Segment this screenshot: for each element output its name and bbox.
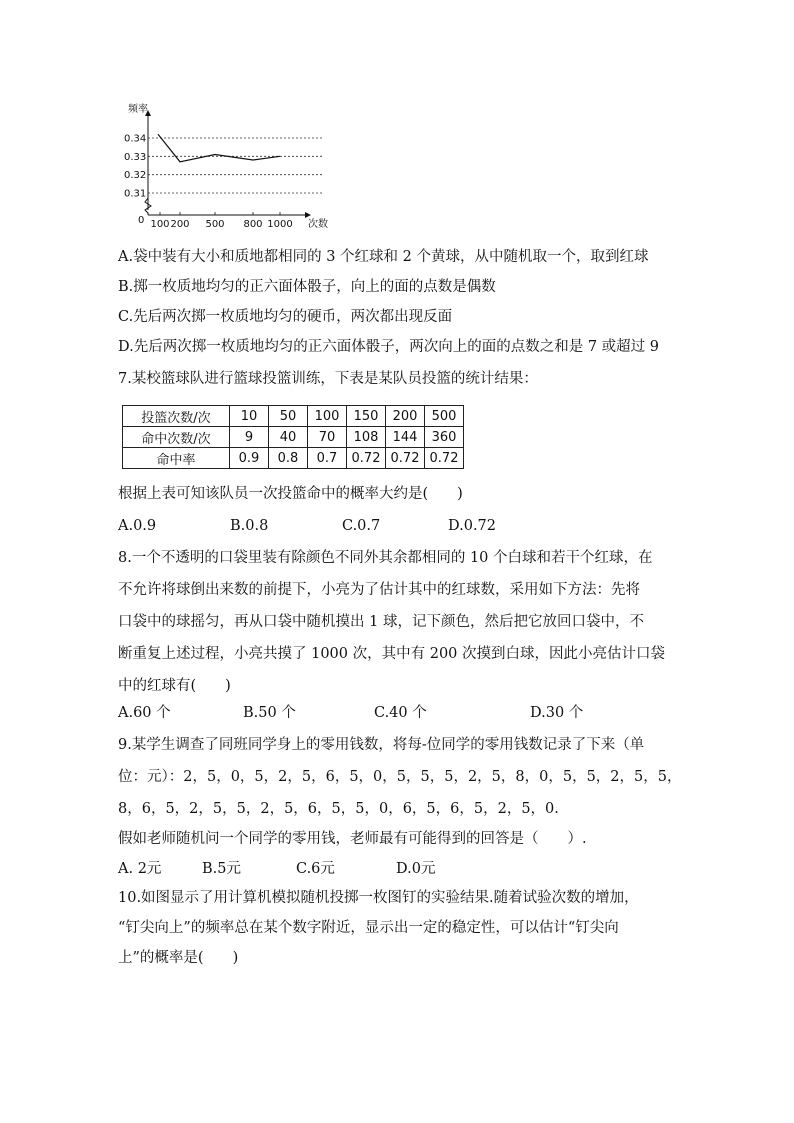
series-line <box>158 134 280 162</box>
row-label: 命中次数/次 <box>123 427 230 448</box>
q6-option-b: B.掷一枚质地均匀的正六面体骰子，向上的面的点数是偶数 <box>118 279 496 295</box>
table-cell: 50 <box>269 406 308 427</box>
q7-option-b: B.0.8 <box>230 518 269 534</box>
table-cell: 10 <box>230 406 269 427</box>
y-tick-label: 0.33 <box>124 151 147 163</box>
shooting-stats-table <box>122 405 464 469</box>
q8-line-3: 口袋中的球摇匀，再从口袋中随机摸出 1 球，记下颜色，然后把它放回口袋中，不 <box>118 614 644 630</box>
grid-group <box>148 138 323 193</box>
table-row <box>123 448 464 469</box>
q8-option-a: A.60 个 <box>118 705 171 721</box>
x-axis-arrow <box>305 212 311 218</box>
q8-option-b: B.50 个 <box>243 705 296 721</box>
x-tick-label: 1000 <box>267 219 293 230</box>
table-cell: 0.72 <box>425 448 464 469</box>
table-cell: 40 <box>269 427 308 448</box>
q8-line-4: 断重复上述过程，小亮共摸了 1000 次，其中有 200 次摸到白球，因此小亮估计口袋 <box>118 646 666 662</box>
x-tick-label: 800 <box>243 219 263 230</box>
x-tick-label: 500 <box>205 219 225 230</box>
table-cell: 0.72 <box>347 448 386 469</box>
q7-stem: 7.某校篮球队进行篮球投篮训练，下表是某队员投篮的统计结果： <box>118 371 538 387</box>
q8-option-d: D.30 个 <box>530 705 584 721</box>
y-tick-label: 0.32 <box>124 170 147 182</box>
q9-line-3: 8，6，5，2，5，5，2，5，6，5，5，0，6，5，6，5，2，5，0. <box>118 801 559 817</box>
table-cell: 360 <box>425 427 464 448</box>
table-cell: 70 <box>308 427 347 448</box>
q7-option-c: C.0.7 <box>342 518 381 534</box>
q8-line-2: 不允许将球倒出来数的前提下，小亮为了估计其中的红球数，采用如下方法：先将 <box>118 582 640 598</box>
q9-option-d: D.0元 <box>396 861 436 877</box>
q6-option-d: D.先后两次掷一枚质地均匀的正六面体骰子，两次向上的面的点数之和是 7 或超过 9 <box>118 339 659 355</box>
q9-option-a: A. 2元 <box>118 861 162 877</box>
q6-option-a: A.袋中装有大小和质地都相同的 3 个红球和 2 个黄球，从中随机取一个，取到红球 <box>118 249 649 265</box>
table-cell: 150 <box>347 406 386 427</box>
table-cell: 108 <box>347 427 386 448</box>
table-row <box>123 406 464 427</box>
table-cell: 0.8 <box>269 448 308 469</box>
y-tick-label: 0.31 <box>124 188 147 200</box>
table-row <box>123 427 464 448</box>
frequency-line-chart <box>118 100 348 235</box>
x-tick-label: 200 <box>170 219 190 230</box>
y-axis-label: 频率 <box>128 104 148 115</box>
q8-option-c: C.40 个 <box>374 705 427 721</box>
q9-line-2: 位：元）：2，5，0，5，2，5，6，5，0，5，5，5，2，5，8，0，5，5，2，5，5， <box>118 769 682 785</box>
q9-line-4: 假如老师随机问一个同学的零用钱，老师最有可能得到的回答是（ ）. <box>118 831 587 847</box>
q7-question: 根据上表可知该队员一次投篮命中的概率大约是( ) <box>118 486 463 502</box>
table-cell: 100 <box>308 406 347 427</box>
chart-svg <box>118 100 348 235</box>
row-label: 命中率 <box>123 448 230 469</box>
q7-option-d: D.0.72 <box>448 518 497 534</box>
origin-label: 0 <box>138 215 145 226</box>
x-tick-label: 100 <box>150 219 170 230</box>
q10-line-2: “钉尖向上”的频率总在某个数字附近，显示出一定的稳定性，可以估计“钉尖向 <box>118 920 619 936</box>
q10-line-1: 10.如图显示了用计算机模拟随机投掷一枚图钉的实验结果.随着试验次数的增加， <box>118 890 639 906</box>
table-cell: 9 <box>230 427 269 448</box>
q6-option-c: C.先后两次掷一枚质地均匀的硬币，两次都出现反面 <box>118 309 453 325</box>
q9-option-b: B.5元 <box>202 861 241 877</box>
x-axis-label: 次数 <box>308 219 328 230</box>
table-cell: 0.9 <box>230 448 269 469</box>
q8-line-1: 8.一个不透明的口袋里装有除颜色不同外其余都相同的 10 个白球和若干个红球，在 <box>118 550 653 566</box>
table-cell: 0.7 <box>308 448 347 469</box>
table-cell: 200 <box>386 406 425 427</box>
y-tick-label: 0.34 <box>124 133 147 145</box>
q10-line-3: 上”的概率是( ) <box>118 950 239 966</box>
q8-line-5: 中的红球有( ) <box>118 678 231 694</box>
row-label: 投篮次数/次 <box>123 406 230 427</box>
table-cell: 144 <box>386 427 425 448</box>
q9-line-1: 9.某学生调查了同班同学身上的零用钱数，将每-位同学的零用钱数记录了下来（单 <box>118 737 645 753</box>
table-cell: 500 <box>425 406 464 427</box>
table-cell: 0.72 <box>386 448 425 469</box>
q9-option-c: C.6元 <box>296 861 335 877</box>
tick-group <box>124 134 293 231</box>
q7-option-a: A.0.9 <box>118 518 157 534</box>
